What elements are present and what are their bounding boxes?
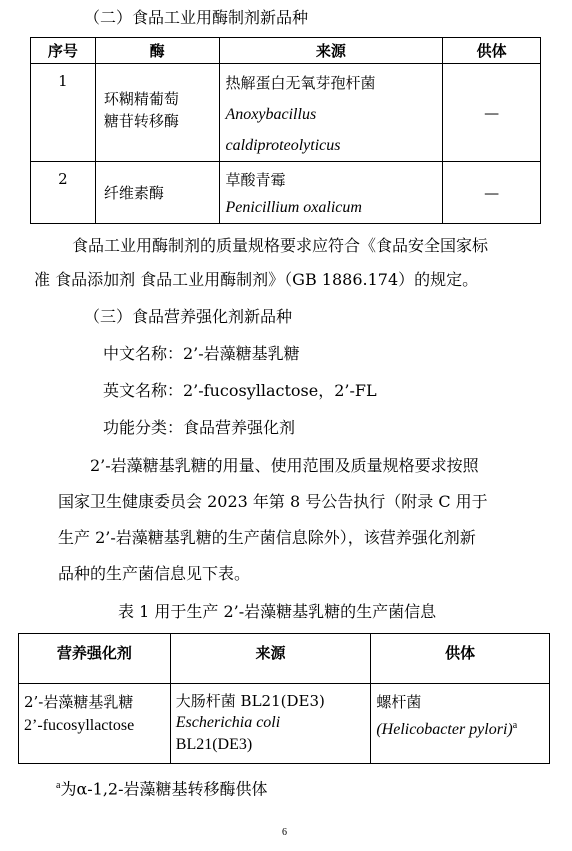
source-latin: caldiproteolyticus: [225, 137, 341, 154]
table-row: [31, 162, 541, 224]
header-donor: 供体: [371, 634, 550, 684]
row-number: 2: [58, 170, 68, 188]
table-row: [19, 684, 550, 764]
header-fortifier: 营养强化剂: [19, 634, 171, 684]
producer-strain-table: [18, 633, 550, 764]
chinese-name: 中文名称：2’-岩藻糖基乳糖: [103, 344, 300, 363]
table-caption: 表 1 用于生产 2’-岩藻糖基乳糖的生产菌信息: [118, 602, 437, 621]
source-chinese: 草酸青霉: [225, 171, 286, 189]
source-latin: Anoxybacillus: [225, 106, 317, 123]
donor-cell: —: [443, 64, 541, 162]
row-number: 1: [58, 72, 68, 90]
enzyme-table: [30, 37, 541, 224]
header-source: 来源: [219, 38, 443, 64]
header-enzyme: 酶: [95, 38, 219, 64]
footnote-mark: a: [56, 780, 61, 791]
english-name: 英文名称：2’-fucosyllactose，2’-FL: [103, 381, 377, 400]
table-row: [31, 64, 541, 162]
footnote-text: 为α-1,2-岩藻糖基转移酶供体: [60, 779, 268, 799]
source-latin: Penicillium oxalicum: [225, 199, 362, 216]
source-latin: Escherichia coli: [175, 714, 281, 731]
section-2-title: （二）食品工业用酶制剂新品种: [84, 8, 309, 27]
function-category: 功能分类：食品营养强化剂: [103, 418, 296, 437]
header-source: 来源: [170, 634, 371, 684]
enzyme-name-line: 环糊精葡萄: [103, 90, 179, 108]
paragraph-line: 食品工业用酶制剂的质量规格要求应符合《食品安全国家标: [72, 236, 489, 255]
paragraph-line: 2’-岩藻糖基乳糖的用量、使用范围及质量规格要求按照: [90, 456, 479, 475]
source-chinese: 大肠杆菌 BL21(DE3): [175, 692, 325, 710]
paragraph-line: 国家卫生健康委员会 2023 年第 8 号公告执行（附录 C 用于: [58, 492, 488, 511]
footnote-marker: a: [512, 720, 518, 731]
paragraph-line: 准 食品添加剂 食品工业用酶制剂》（GB 1886.174）的规定。: [34, 270, 479, 289]
header-no: 序号: [31, 38, 96, 64]
header-donor: 供体: [443, 38, 541, 64]
enzyme-name-line: 糖苷转移酶: [103, 112, 179, 130]
footnote: [56, 776, 268, 799]
section-3-title: （三）食品营养强化剂新品种: [84, 307, 293, 326]
donor-latin: (Helicobacter pylori): [376, 721, 513, 738]
donor-cell: —: [443, 162, 541, 224]
paragraph-line: 生产 2’-岩藻糖基乳糖的生产菌信息除外），该营养强化剂新: [58, 528, 476, 547]
donor-chinese: 螺杆菌: [376, 693, 422, 711]
paragraph-line: 品种的生产菌信息见下表。: [58, 564, 251, 583]
source-chinese: 热解蛋白无氧芽孢杆菌: [225, 74, 376, 92]
fortifier-english: 2’-fucosyllactose: [24, 717, 135, 734]
page-number: 6: [282, 827, 287, 838]
fortifier-chinese: 2’-岩藻糖基乳糖: [24, 693, 134, 711]
source-strain: BL21(DE3): [175, 736, 253, 753]
enzyme-name-line: 纤维素酶: [103, 183, 164, 202]
